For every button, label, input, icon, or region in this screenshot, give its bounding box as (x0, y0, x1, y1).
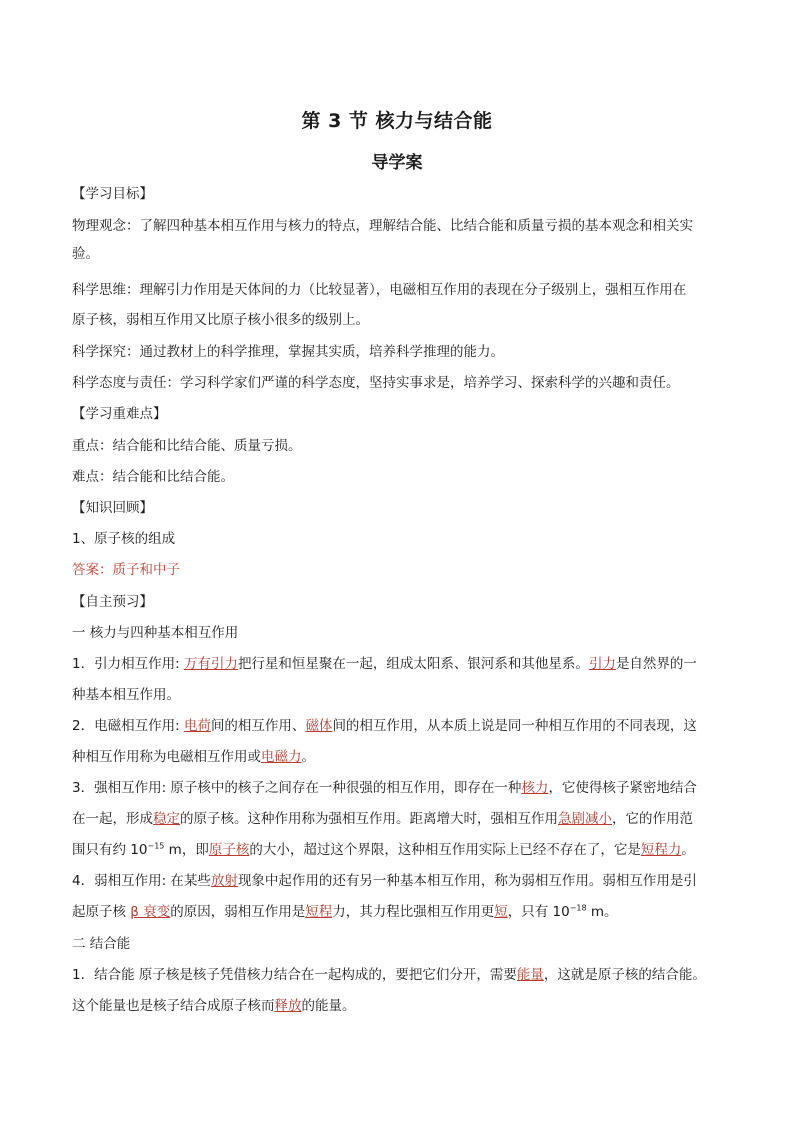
text: 。 (681, 842, 695, 858)
section-2-heading: 二 结合能 (72, 936, 131, 952)
answer-blank: 电荷 (183, 718, 211, 734)
text: m，即 (164, 842, 209, 858)
goals-line-3: 科学思维：理解引力作用是天体间的力（比较显著），电磁相互作用的表现在分子级别上，强相互作用在 (72, 282, 687, 298)
goals-line-2: 验。 (72, 246, 99, 262)
exponent: −15 (147, 841, 165, 851)
text: ，它的作用范 (612, 811, 693, 827)
answer-blank: 短程力 (640, 842, 682, 858)
text: m。 (586, 904, 618, 920)
text: 间的相互作用、 (210, 718, 306, 734)
page-subtitle: 导学案 (371, 153, 423, 173)
text: ，它使得核子紧密地结合 (548, 780, 697, 796)
para-1-line-1 (72, 654, 732, 674)
text: 2．电磁相互作用: (72, 718, 184, 734)
para-5-line-2 (72, 996, 732, 1016)
para-4-line-2 (72, 902, 732, 922)
goals-line-1: 物理观念：了解四种基本相互作用与核力的特点，理解结合能、比结合能和质量亏损的基本观念和相关实 (72, 218, 693, 234)
text: 力，其力程比强相互作用更 (332, 904, 495, 920)
para-1-line-2: 种基本相互作用。 (72, 687, 180, 703)
answer-blank: 释放 (274, 998, 302, 1014)
answer-blank: 原子核 (208, 842, 250, 858)
exponent: −18 (569, 903, 587, 913)
text: 3．强相互作用: 原子核中的核子之间存在一种很强的相互作用，即存在一种 (72, 780, 522, 796)
answer-blank: 电磁力 (261, 749, 302, 765)
answer-blank: β 衰变 (130, 904, 171, 920)
text: 间的相互作用，从本质上说是同一种相互作用的不同表现，这 (332, 718, 697, 734)
key-heading: 【学习重难点】 (72, 406, 167, 422)
review-question: 1、原子核的组成 (72, 531, 176, 547)
goals-line-6: 科学态度与责任：学习科学家们严谨的科学态度，坚持实事求是，培养学习、探索科学的兴趣和责任。 (72, 375, 680, 391)
preview-heading: 【自主预习】 (72, 594, 153, 610)
text: 现象中起作用的还有另一种基本相互作用，称为弱相互作用。弱相互作用是引 (237, 873, 697, 889)
answer-blank: 急剧减小 (558, 811, 612, 827)
answer-blank: 万有引力 (183, 656, 238, 672)
review-answer: 答案：质子和中子 (72, 562, 180, 578)
text: 4．弱相互作用: 在某些 (72, 873, 211, 889)
para-3-line-3 (72, 840, 732, 860)
key-line-1: 重点：结合能和比结合能、质量亏损。 (72, 438, 302, 454)
text: 。 (301, 749, 315, 765)
text: 在一起，形成 (72, 811, 153, 827)
text: 种相互作用称为电磁相互作用或 (72, 749, 261, 765)
answer-blank: 短 (494, 904, 508, 920)
text: 把行星和恒星聚在一起，组成太阳系、银河系和其他星系。 (237, 656, 589, 672)
section-1-heading: 一 核力与四种基本相互作用 (72, 625, 239, 641)
para-5-line-1 (72, 965, 732, 985)
text: 是自然界的一 (615, 656, 697, 672)
goals-line-5: 科学探究：通过教材上的科学推理，掌握其实质，培养科学推理的能力。 (72, 344, 504, 360)
answer-blank: 稳定 (153, 811, 180, 827)
answer-blank: 核力 (521, 780, 549, 796)
text: 围只有约 10 (72, 842, 148, 858)
answer-blank: 短程 (305, 904, 333, 920)
key-line-2: 难点：结合能和比结合能。 (72, 469, 234, 485)
answer-blank: 放射 (210, 873, 238, 889)
answer-blank: 引力 (588, 656, 616, 672)
para-3-line-1 (72, 778, 732, 798)
page-title: 第 3 节 核力与结合能 (301, 110, 493, 132)
text: 1．结合能 原子核是核子凭借核力结合在一起构成的，要把它们分开，需要 (72, 967, 517, 983)
review-heading: 【知识回顾】 (72, 500, 153, 516)
text: 的能量。 (301, 998, 356, 1014)
para-3-line-2 (72, 809, 732, 829)
text: 的大小，超过这个界限，这种相互作用实际上已经不存在了，它是 (249, 842, 641, 858)
para-2-line-2 (72, 747, 732, 767)
goals-line-4: 原子核，弱相互作用又比原子核小很多的级别上。 (72, 312, 369, 328)
answer-blank: 磁体 (305, 718, 333, 734)
text: 的原子核。这种作用称为强相互作用。距离增大时，强相互作用 (180, 811, 558, 827)
text: ，这就是原子核的结合能。 (543, 967, 706, 983)
text: 1．引力相互作用: (72, 656, 184, 672)
goals-heading: 【学习目标】 (72, 186, 153, 202)
para-2-line-1 (72, 716, 732, 736)
para-4-line-1 (72, 871, 732, 891)
text: 起原子核 (72, 904, 131, 920)
answer-blank: 能量 (516, 967, 544, 983)
text: 这个能量也是核子结合成原子核而 (72, 998, 275, 1014)
text: ，只有 10 (507, 904, 570, 920)
text: 的原因，弱相互作用是 (170, 904, 306, 920)
